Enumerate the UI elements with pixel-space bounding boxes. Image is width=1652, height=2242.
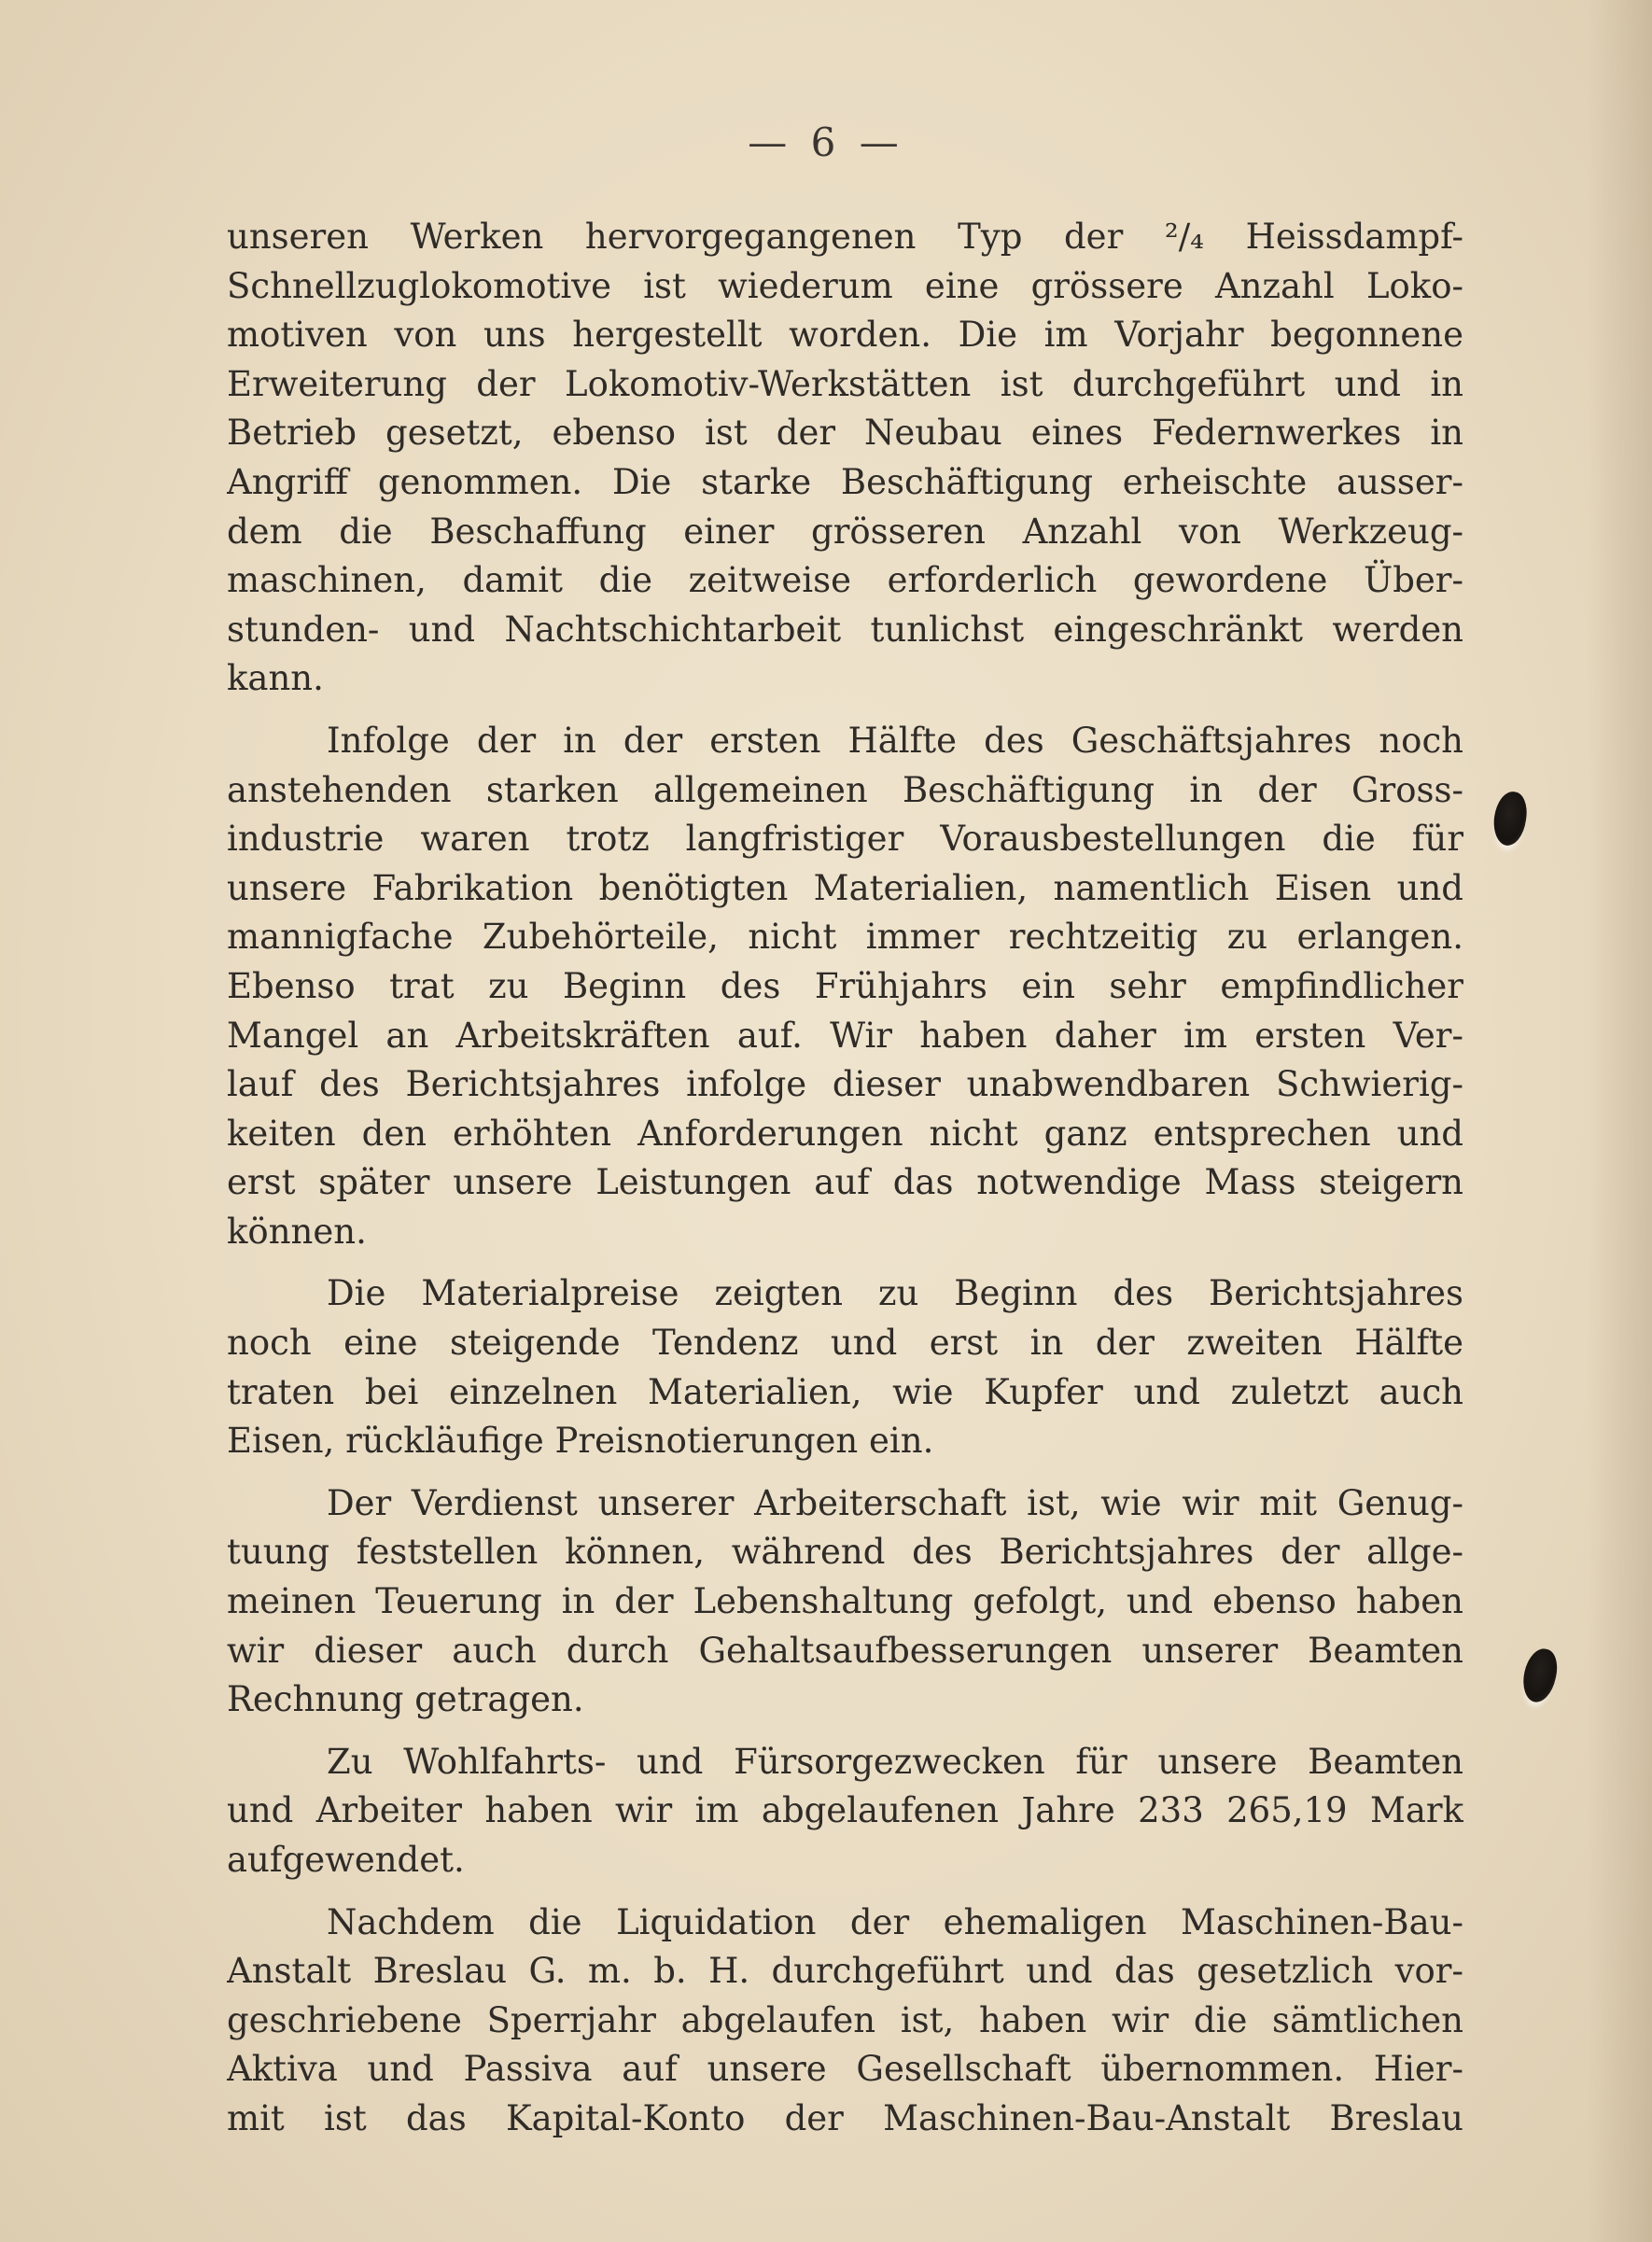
text-line: kann. [227,658,324,699]
text-line: noch eine steigende Tendenz und erst in der zweiten Hälfte [227,1323,1463,1364]
text-line: Die Materialpreise zeigten zu Beginn des Berichtsjahres [327,1273,1463,1314]
text-line: wir dieser auch durch Gehaltsaufbesserungen unserer Beamten [227,1630,1463,1671]
text-line: Schnellzuglokomotive ist wiederum eine grössere Anzahl Loko- [227,265,1463,306]
text-line: Der Verdienst unserer Arbeiterschaft ist, wie wir mit Genug- [327,1482,1463,1523]
body-text [227,213,1463,2144]
text-line: erst später unsere Leistungen auf das notwendige Mass steigern [227,1162,1463,1203]
paragraph-gap [227,1466,1463,1479]
text-line: und Arbeiter haben wir im abgelaufenen Jahre 233 265,19 Mark [227,1790,1463,1831]
text-line: anstehenden starken allgemeinen Beschäftigung in der Gross- [227,769,1463,810]
paragraph [227,213,1463,704]
text-line: maschinen, damit die zeitweise erforderlich gewordene Über- [227,560,1463,601]
punch-hole-icon [1519,1646,1561,1705]
punch-hole-icon [1491,790,1530,848]
text-line: Ebenso trat zu Beginn des Frühjahrs ein sehr empfindlicher [227,965,1463,1006]
text-line: geschriebene Sperrjahr abgelaufen ist, haben wir die sämtlichen [227,1999,1463,2040]
text-line: Nachdem die Liquidation der ehemaligen Maschinen-Bau- [327,1901,1463,1942]
paragraph-gap [227,1725,1463,1738]
paragraph [227,1899,1463,2144]
text-line: Erweiterung der Lokomotiv-Werkstätten ist durchgeführt und in [227,363,1463,404]
paragraph [227,1479,1463,1725]
paragraph-gap [227,1256,1463,1269]
paragraph [227,717,1463,1257]
text-line: Mangel an Arbeitskräften auf. Wir haben daher im ersten Ver- [227,1015,1463,1056]
paragraph-gap [227,704,1463,717]
page-number: — 6 — [748,119,904,165]
paragraph-gap [227,1885,1463,1899]
text-line: Anstalt Breslau G. m. b. H. durchgeführt und das gesetzlich vor- [227,1951,1463,1992]
paragraph [227,1738,1463,1885]
text-line: Infolge der in der ersten Hälfte des Geschäftsjahres noch [327,720,1463,761]
text-line: Eisen, rückläufige Preisnotierungen ein. [227,1421,934,1462]
text-line: keiten den erhöhten Anforderungen nicht ganz entsprechen und [227,1113,1463,1154]
text-line: Rechnung getragen. [227,1679,584,1720]
text-line: mit ist das Kapital-Konto der Maschinen-Bau-Anstalt Breslau [227,2097,1463,2138]
text-line: meinen Teuerung in der Lebenshaltung gefolgt, und ebenso haben [227,1581,1463,1622]
text-line: dem die Beschaffung einer grösseren Anzahl von Werkzeug- [227,511,1463,552]
text-line: motiven von uns hergestellt worden. Die im Vorjahr begonnene [227,315,1463,356]
text-line: industrie waren trotz langfristiger Vorausbestellungen die für [227,819,1463,860]
paragraph [227,1269,1463,1465]
text-line: stunden- und Nachtschichtarbeit tunlichst eingeschränkt werden [227,609,1463,650]
text-line: mannigfache Zubehörteile, nicht immer rechtzeitig zu erlangen. [227,917,1463,958]
text-line: traten bei einzelnen Materialien, wie Kupfer und zuletzt auch [227,1371,1463,1412]
text-line: Aktiva und Passiva auf unsere Gesellschaft übernommen. Hier- [227,2049,1463,2090]
text-line: aufgewendet. [227,1840,465,1880]
text-line: tuung feststellen können, während des Berichtsjahres der allge- [227,1532,1463,1573]
text-line: können. [227,1211,367,1252]
text-line: Angriff genommen. Die starke Beschäftigung erheischte ausser- [227,461,1463,502]
text-line: unseren Werken hervorgegangenen Typ der ²/₄ Heissdampf- [227,217,1463,257]
page-edge-shadow [1587,0,1652,2242]
text-line: Zu Wohlfahrts- und Fürsorgezwecken für unsere Beamten [327,1741,1463,1782]
text-line: unsere Fabrikation benötigten Materialien, namentlich Eisen und [227,867,1463,908]
text-line: lauf des Berichtsjahres infolge dieser unabwendbaren Schwierig- [227,1064,1463,1105]
text-line: Betrieb gesetzt, ebenso ist der Neubau eines Federnwerkes in [227,413,1463,454]
